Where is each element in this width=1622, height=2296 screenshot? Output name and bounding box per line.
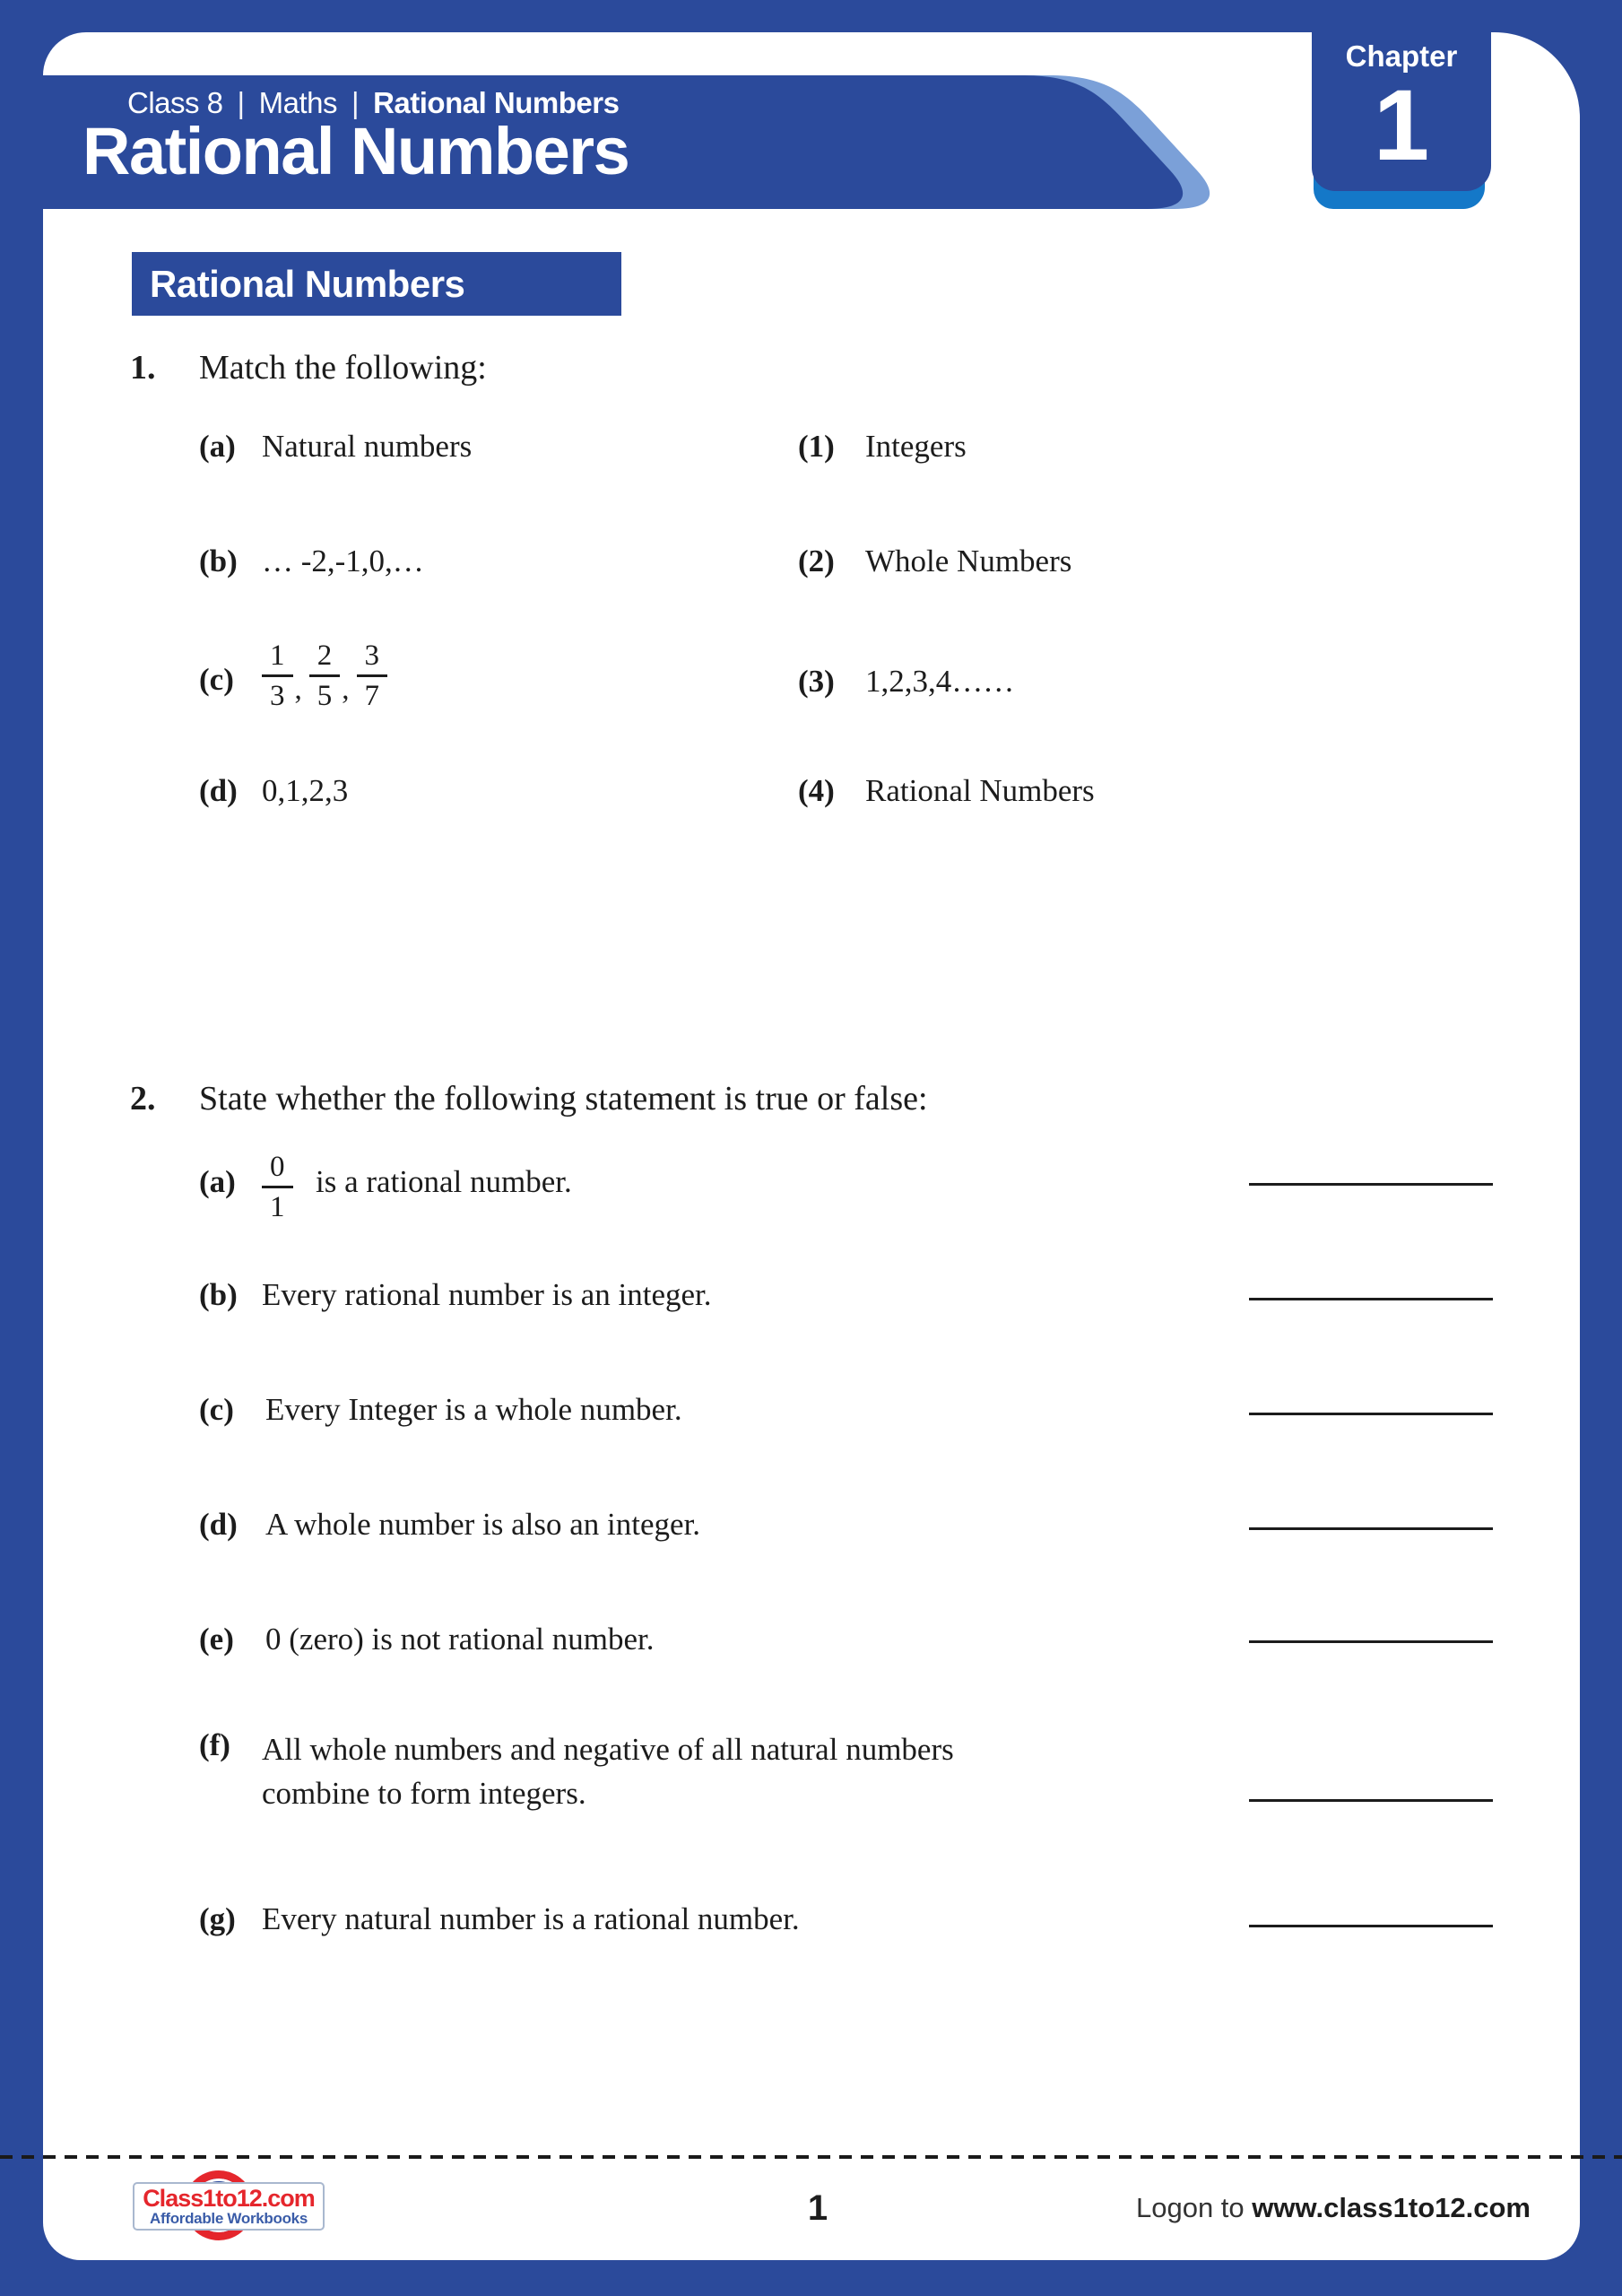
item-label: (d): [199, 773, 238, 808]
item-text: Integers: [865, 429, 967, 464]
fraction-denominator: 1: [270, 1191, 285, 1224]
item-text: 1,2,3,4……: [865, 664, 1015, 699]
breadcrumb-subject: Maths: [258, 86, 337, 119]
statement-text: Every natural number is a rational number.: [262, 1901, 800, 1936]
fraction: [262, 1152, 293, 1223]
answer-line-e[interactable]: [1249, 1640, 1493, 1643]
fraction-denominator: 7: [364, 680, 379, 713]
fraction: [262, 640, 293, 712]
fraction: [309, 640, 341, 712]
statement-label: (b): [199, 1277, 238, 1312]
chapter-label: Chapter: [1345, 39, 1458, 73]
item-text: Natural numbers: [262, 429, 473, 464]
answer-line-f[interactable]: [1249, 1799, 1493, 1802]
fraction-separator: ,: [294, 674, 302, 706]
breadcrumb-class: Class 8: [127, 86, 223, 119]
logo-title: Class1to12.com: [143, 2185, 315, 2212]
breadcrumb-separator: |: [351, 86, 360, 119]
fraction-denominator: 3: [270, 680, 285, 713]
item-label: (a): [199, 429, 236, 464]
statement-label: (f): [199, 1727, 230, 1762]
logon-text: [1136, 2192, 1531, 2224]
fraction-numerator: 3: [357, 640, 388, 677]
statement-text: is a rational number.: [316, 1164, 572, 1199]
answer-line-c[interactable]: [1249, 1413, 1493, 1415]
fraction-numerator: 1: [262, 640, 293, 677]
q2-prompt: State whether the following statement is true or false:: [199, 1080, 928, 1118]
breadcrumb-chapter: Rational Numbers: [373, 86, 620, 119]
statement-text: Every Integer is a whole number.: [265, 1392, 682, 1427]
page-title: Rational Numbers: [82, 114, 629, 188]
fraction-denominator: 5: [317, 680, 333, 713]
statement-label: (a): [199, 1164, 236, 1199]
answer-line-b[interactable]: [1249, 1298, 1493, 1300]
fraction-separator: ,: [342, 674, 350, 706]
item-label: (2): [798, 544, 835, 578]
page-number: 1: [807, 2188, 828, 2228]
cut-dashed-line: [0, 2155, 1622, 2159]
statement-label: (d): [199, 1507, 238, 1542]
q2-number: 2.: [130, 1080, 156, 1118]
item-text: Rational Numbers: [865, 773, 1095, 808]
fraction-numerator: 0: [262, 1152, 293, 1188]
fraction: [357, 640, 388, 712]
fraction-numerator: 2: [309, 640, 341, 677]
logo-tagline: Affordable Workbooks: [150, 2210, 308, 2228]
section-heading: [132, 252, 621, 316]
statement-text: 0 (zero) is not rational number.: [265, 1622, 655, 1657]
item-label: (1): [798, 429, 835, 464]
q1-number: 1.: [130, 349, 156, 387]
chapter-number: 1: [1373, 69, 1430, 181]
item-label: (c): [199, 662, 234, 697]
item-text: 0,1,2,3: [262, 773, 349, 808]
item-label: (b): [199, 544, 238, 578]
breadcrumb-separator: |: [237, 86, 245, 119]
answer-line-g[interactable]: [1249, 1925, 1493, 1927]
logon-url[interactable]: www.class1to12.com: [1252, 2192, 1531, 2223]
publisher-logo: [133, 2182, 325, 2231]
q1-prompt: Match the following:: [199, 349, 487, 387]
fraction-list: [262, 640, 387, 712]
logon-prefix: Logon to: [1135, 2192, 1253, 2223]
answer-line-d[interactable]: [1249, 1527, 1493, 1530]
statement-text: All whole numbers and negative of all natural numbers combine to form integers.: [262, 1732, 954, 1811]
item-text: Whole Numbers: [865, 544, 1072, 578]
item-text: … -2,-1,0,…: [262, 544, 424, 578]
statement-label: (e): [199, 1622, 234, 1657]
statement-text: Every rational number is an integer.: [262, 1277, 712, 1312]
statement-label: (g): [199, 1901, 236, 1936]
item-label: (4): [798, 773, 835, 808]
section-heading-text: Rational Numbers: [150, 263, 465, 305]
answer-line-a[interactable]: [1249, 1183, 1493, 1186]
statement-text: A whole number is also an integer.: [265, 1507, 701, 1542]
item-label: (3): [798, 664, 835, 699]
chapter-badge: [1312, 0, 1491, 209]
statement-label: (c): [199, 1392, 234, 1427]
